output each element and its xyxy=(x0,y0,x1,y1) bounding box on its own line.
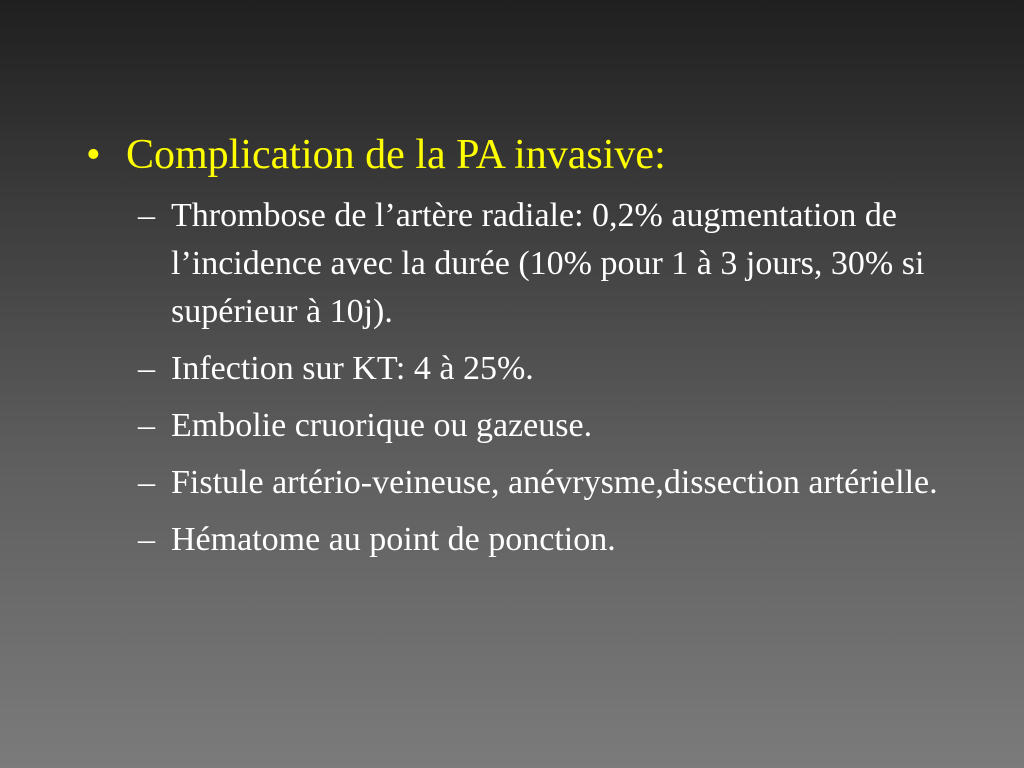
complication-list xyxy=(138,192,958,573)
dash-icon: – xyxy=(138,464,155,501)
list-item-text: Thrombose de l’artère radiale: 0,2% augmentation de l’incidence avec la durée (10% pour 1 à 3 jours, 30% si supérieur à 10j). xyxy=(171,197,925,330)
dash-icon: – xyxy=(138,197,155,234)
list-item-text: Infection sur KT: 4 à 25%. xyxy=(171,350,534,387)
list-item-infection xyxy=(138,345,958,393)
dash-icon: – xyxy=(138,407,155,444)
dash-icon: – xyxy=(138,350,155,387)
slide-heading: Complication de la PA invasive: xyxy=(126,132,666,178)
heading-bullet-item xyxy=(86,130,966,180)
list-item-thrombose xyxy=(138,192,958,336)
bullet-icon: • xyxy=(86,132,101,178)
list-item-hematome xyxy=(138,516,958,564)
list-item-text: Embolie cruorique ou gazeuse. xyxy=(171,407,593,444)
list-item-embolie xyxy=(138,402,958,450)
list-item-text: Hématome au point de ponction. xyxy=(171,521,616,558)
dash-icon: – xyxy=(138,521,155,558)
list-item-fistule xyxy=(138,459,958,507)
list-item-text: Fistule artério-veineuse, anévrysme,dissection artérielle. xyxy=(171,464,938,501)
